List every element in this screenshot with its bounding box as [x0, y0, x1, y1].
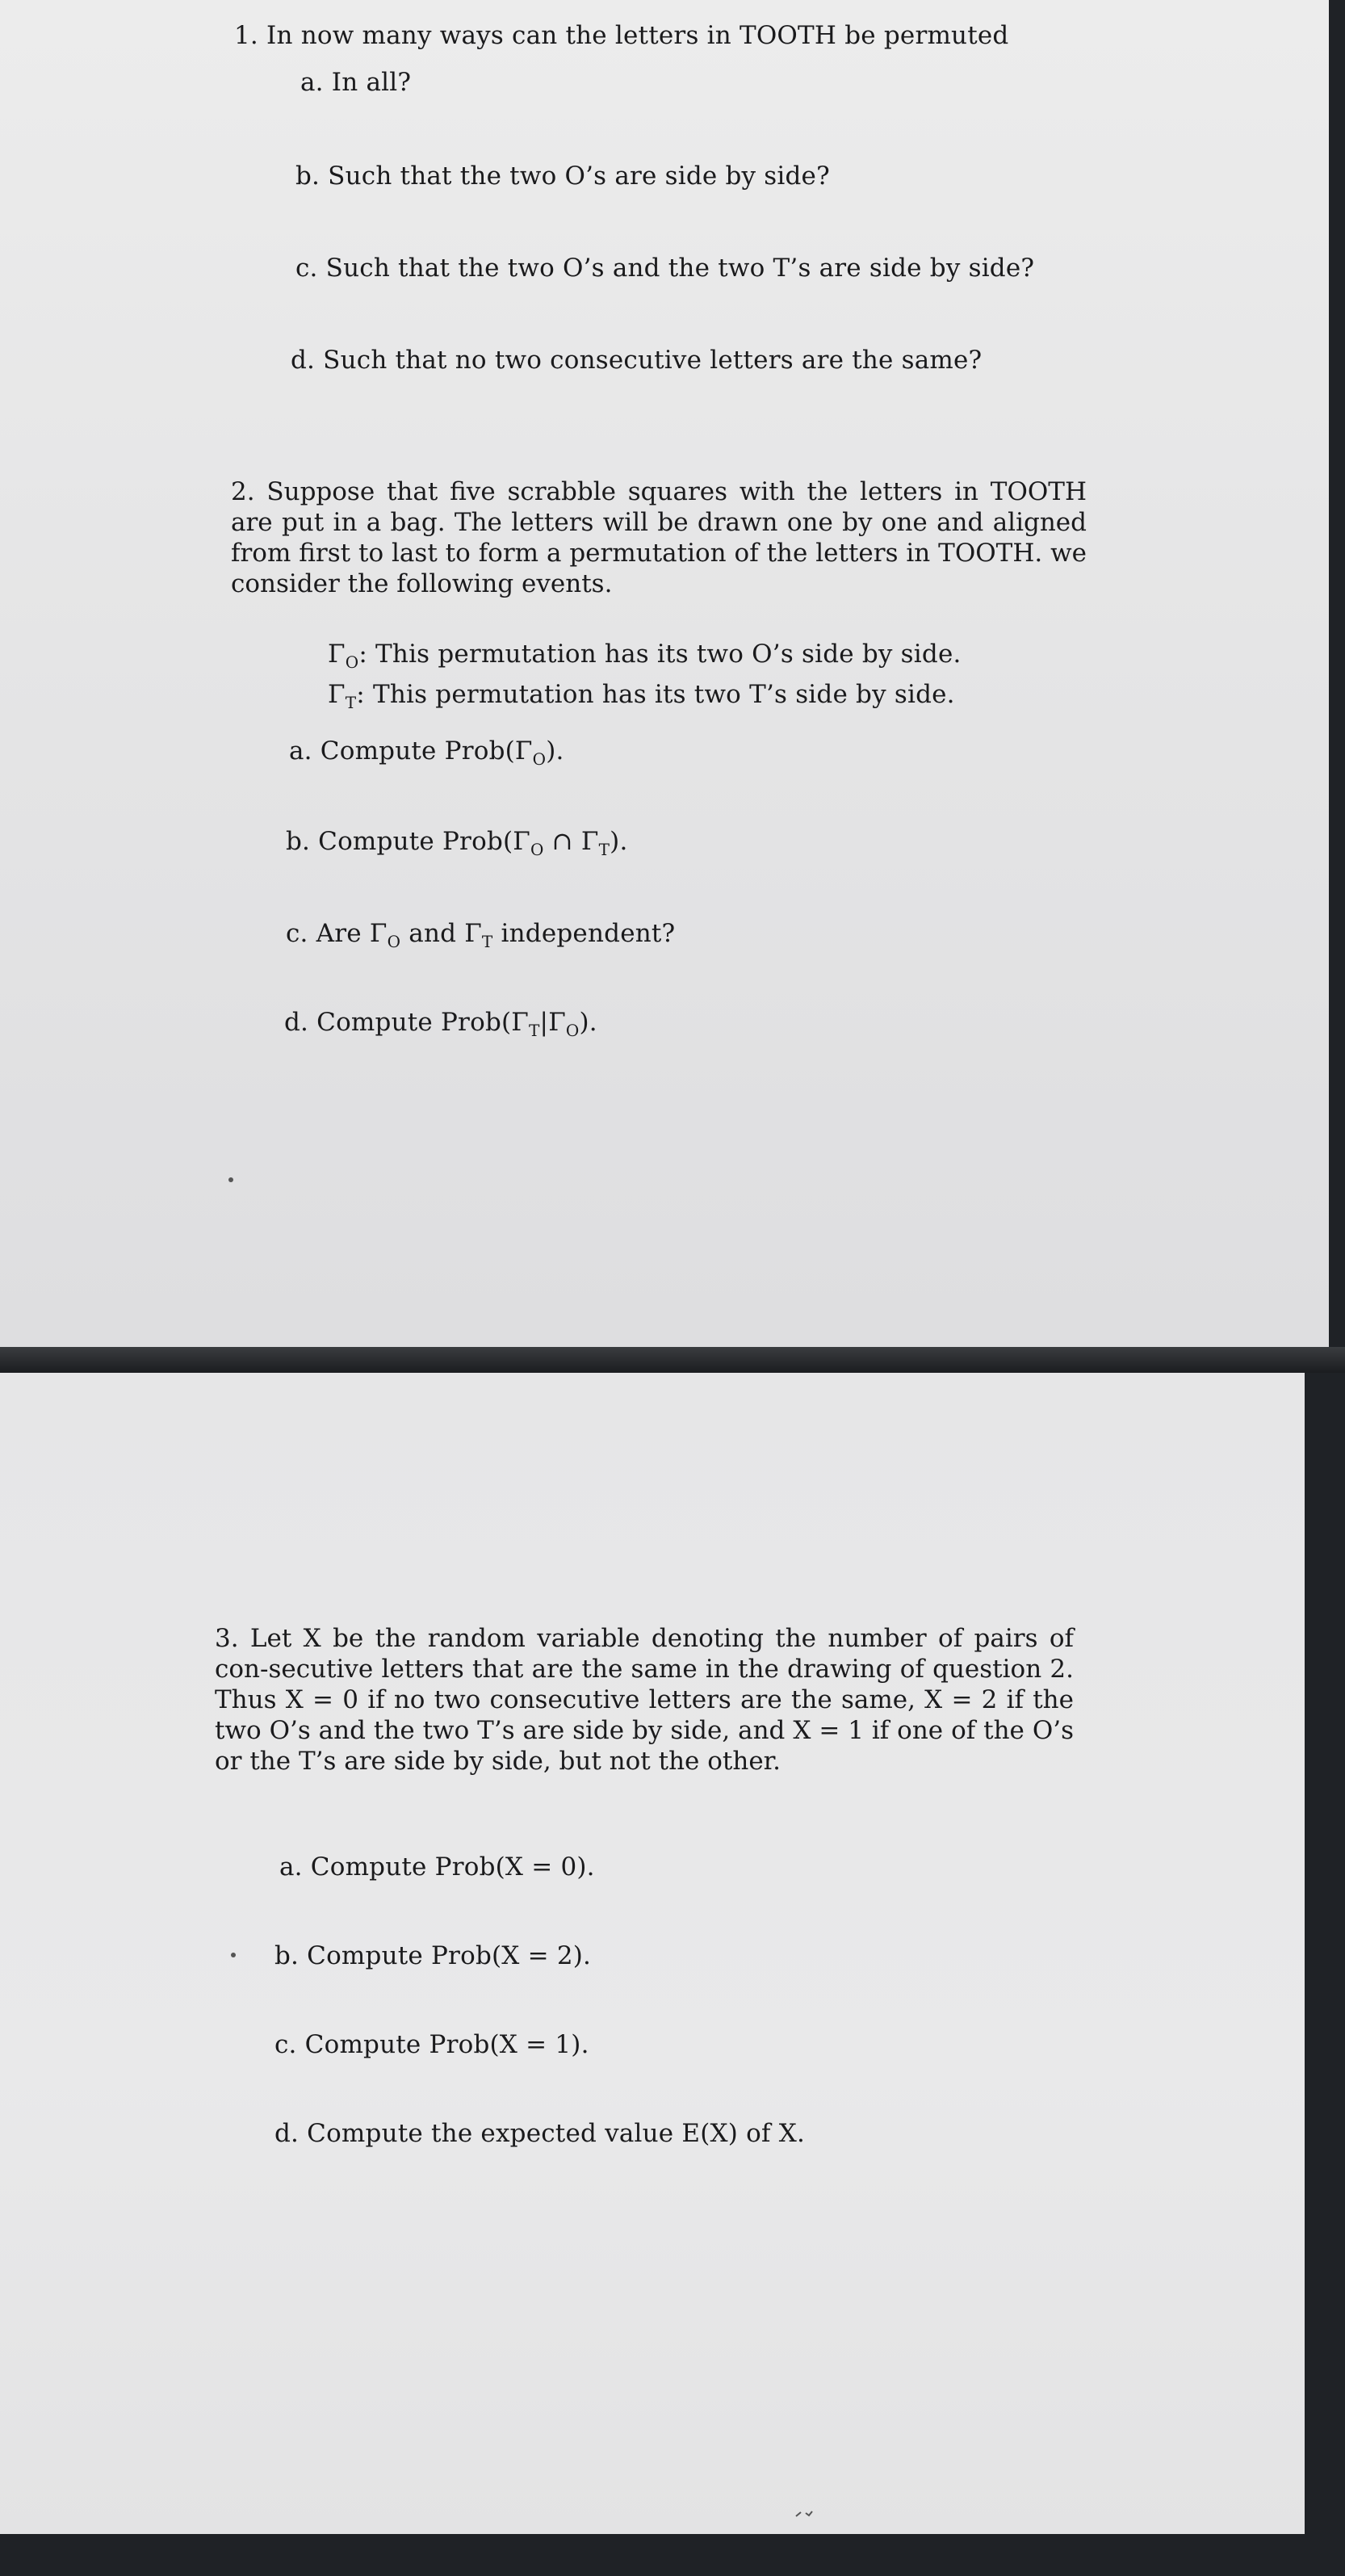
question-2-stem: 2. Suppose that five scrabble squares with the letters in TOOTH are put in a bag. The letters will be drawn one by one and aligned from first to last to form a permutation of the letters in TOOTH. we consider the following events.	[231, 477, 1087, 598]
question-1c: c. Such that the two O’s and the two T’s are side by side?	[295, 254, 1035, 283]
question-3d: d. Compute the expected value E(X) of X.	[274, 2119, 806, 2148]
worksheet-page-2	[0, 1373, 1305, 2534]
question-3b: b. Compute Prob(X = 2).	[274, 1941, 592, 1970]
event-gamma-t: $\Gamma_T$: This permutation has its two T’s side by side.	[328, 680, 955, 713]
page-fold-shadow	[0, 1347, 1345, 1373]
question-2b: b. Compute $Prob(\Gamma_O$ ∩ $\Gamma_T$).	[286, 827, 628, 860]
question-3c: c. Compute Prob(X = 1).	[274, 2030, 589, 2059]
pen-scribble	[794, 2510, 819, 2518]
question-1a: a. In all?	[300, 68, 412, 97]
question-1d: d. Such that no two consecutive letters are the same?	[291, 346, 983, 375]
question-2d: d. Compute $Prob(\Gamma_T|\Gamma_O)$.	[284, 1008, 597, 1041]
stray-dot	[228, 1177, 233, 1182]
question-2c: c. Are $\Gamma_O$ and $\Gamma_T$ independent?	[286, 919, 676, 952]
question-3-stem: 3. Let X be the random variable denoting the number of pairs of con-secutive letters that are the same in the drawing of question 2. Thus X = 0 if no two consecutive letters are the same, X = 2 if the two O’s and the two T’s are side by side, and X = 1 if one of the O’s or the T’s are side by side, but not the other.	[215, 1624, 1074, 1776]
event-gamma-o: $\Gamma_O$: This permutation has its two O’s side by side.	[328, 640, 962, 673]
question-3a: a. Compute Prob(X = 0).	[279, 1852, 595, 1882]
question-2a: a. Compute $Prob(\Gamma_O)$.	[289, 736, 564, 770]
question-1b: b. Such that the two O’s are side by side?	[295, 162, 830, 191]
stray-dot-2	[231, 1953, 236, 1957]
question-1-stem: 1. In now many ways can the letters in TOOTH be permuted	[234, 21, 1009, 50]
